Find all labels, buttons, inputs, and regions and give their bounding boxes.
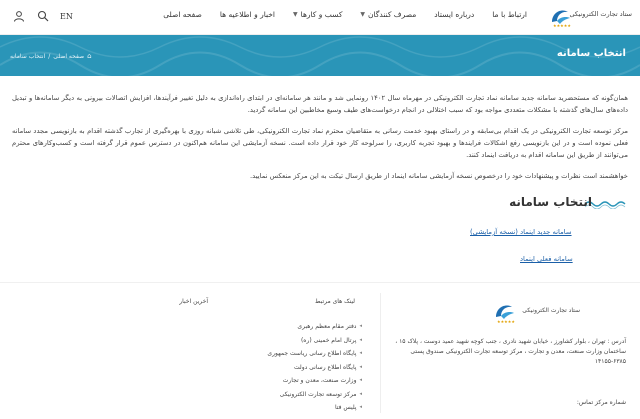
main-nav bbox=[154, 10, 536, 19]
related-link-label: پرتال امام خمینی (ره) bbox=[300, 336, 357, 344]
nav-about[interactable] bbox=[425, 10, 483, 19]
nav-news-label: اخبار و اطلاعیه ها bbox=[219, 10, 276, 19]
footer-address: آدرس : تهران ، بلوار کشاورز ، خیابان شهید نادری ، جنب کوچه شهید عمید دوست ، پلاک ۱۵ ، ساختمان وزارت صنعت، معدن و تجارت ، مرکز توسعه تجارت الکترونیکی صندوق پستی ۶۳۸۵-۱۴۱۵۵ bbox=[395, 338, 626, 365]
nav-about-label: درباره ایستاد bbox=[434, 10, 475, 19]
page-title: انتخاب سامانه bbox=[556, 48, 626, 59]
header-tools bbox=[12, 9, 73, 23]
enamad-logo-icon bbox=[492, 300, 518, 324]
related-link[interactable] bbox=[242, 361, 362, 375]
related-link[interactable] bbox=[242, 374, 362, 388]
logo-text: ستاد تجارت الکترونیکی bbox=[569, 10, 632, 18]
related-link[interactable] bbox=[242, 320, 362, 334]
related-link-label: وزارت صنعت، معدن و تجارت bbox=[282, 377, 357, 384]
related-links-list bbox=[242, 320, 362, 415]
language-switch[interactable]: EN bbox=[60, 11, 73, 21]
breadcrumb-home[interactable]: صفحه اصلی bbox=[53, 52, 85, 60]
footer-logo-text: ستاد تجارت الکترونیکی bbox=[522, 307, 580, 314]
related-link-label: پایگاه اطلاع رسانی ریاست جمهوری bbox=[267, 350, 357, 357]
section-title: انتخاب سامانه bbox=[509, 195, 592, 209]
bullet-icon: ◂ bbox=[359, 336, 362, 343]
footer-divider bbox=[380, 293, 381, 413]
related-link-label: دفتر مقام معظم رهبری bbox=[297, 323, 357, 330]
main-content bbox=[12, 92, 628, 191]
footer-logo[interactable] bbox=[490, 300, 580, 324]
current-system-link[interactable]: سامانه فعلی اینماد bbox=[520, 255, 573, 263]
nav-home[interactable] bbox=[154, 10, 211, 19]
nav-consumers[interactable] bbox=[351, 10, 425, 19]
related-link-label: پایگاه اطلاع رسانی دولت bbox=[293, 363, 357, 371]
related-link[interactable] bbox=[242, 347, 362, 361]
svg-text:★★★★★: ★★★★★ bbox=[553, 23, 571, 28]
bullet-icon: ◂ bbox=[359, 390, 362, 397]
chevron-down-icon: ▼ bbox=[293, 11, 298, 18]
related-link-label: پلیس فتا bbox=[334, 404, 357, 411]
banner-pattern bbox=[0, 35, 640, 76]
body-paragraph: مرکز توسعه تجارت الکترونیکی در یک اقدام بی‌سابقه و در راستای بهبود خدمت رسانی به متقاضیان محترم نماد تجارت الکترونیکی، طی تلاشی شبانه روزی با بهره‌گیری از تجارب گذشته اقدام به بازنویسی مجدد سامانه فعلی نموده است و در این بازنویسی رفع اشکالات فرایندها و بهبود تجربه کاربری، را سرلوحه کار خود قرار داده است. نسخه آزمایشی این سامانه هم‌اکنون در دسترس عموم قرار گرفته است و کسب‌وکارهای محترم می‌توانند از طریق این سامانه اقدام به دریافت اینماد کنند. bbox=[12, 127, 628, 159]
related-link[interactable] bbox=[242, 401, 362, 415]
latest-news-title: آخرین اخبار bbox=[179, 298, 208, 305]
user-icon[interactable] bbox=[12, 9, 26, 23]
nav-business[interactable] bbox=[284, 10, 351, 19]
bullet-icon: ◂ bbox=[359, 377, 362, 383]
nav-contact-label: ارتباط با ما bbox=[492, 10, 527, 19]
call-center-label: شماره مرکز تماس: bbox=[576, 399, 626, 406]
bullet-icon: ◂ bbox=[359, 363, 362, 370]
nav-news[interactable] bbox=[211, 10, 284, 19]
nav-consumers-label: مصرف کنندگان bbox=[368, 10, 417, 19]
page-banner bbox=[0, 35, 640, 76]
breadcrumb bbox=[10, 52, 92, 60]
nav-home-label: صفحه اصلی bbox=[163, 10, 202, 19]
site-footer bbox=[0, 282, 640, 419]
request-paragraph: خواهشمند است نظرات و پیشنهادات خود را درخصوص نسخه آزمایشی سامانه اینماد از طریق ارسال تیکت به این مرکز منعکس نمایید. bbox=[250, 172, 628, 180]
new-system-link[interactable]: سامانه جدید اینماد (نسخه آزمایشی) bbox=[470, 228, 572, 236]
breadcrumb-separator: / bbox=[48, 52, 51, 60]
related-link-label: مرکز توسعه تجارت الکترونیکی bbox=[279, 390, 357, 398]
bullet-icon: ◂ bbox=[359, 350, 362, 356]
related-link[interactable] bbox=[242, 388, 362, 402]
search-icon[interactable] bbox=[36, 9, 50, 23]
home-icon[interactable]: ⌂ bbox=[87, 52, 92, 60]
svg-text:★★★★★: ★★★★★ bbox=[497, 319, 515, 324]
related-link[interactable] bbox=[242, 334, 362, 348]
nav-business-label: کسب و کارها bbox=[300, 10, 343, 19]
bullet-icon: ◂ bbox=[359, 404, 362, 410]
related-links-title: لینک های مرتبط bbox=[314, 298, 355, 305]
site-header bbox=[0, 0, 640, 35]
nav-contact[interactable] bbox=[483, 10, 536, 19]
site-logo[interactable] bbox=[546, 6, 632, 28]
breadcrumb-current: انتخاب سامانه bbox=[10, 52, 46, 60]
bullet-icon: ◂ bbox=[359, 323, 362, 329]
chevron-down-icon: ▼ bbox=[360, 11, 366, 18]
intro-paragraph: همان‌گونه که مستحضرید سامانه جدید سامانه نماد تجارت الکترونیکی در مهرماه سال ۱۴۰۲ رونمایی شد و مانند هر سامانه‌ای در ابتدای راه‌اندازی به دلیل تغییر فرآیندها، افزایش اتصالات بیرونی به دیگر سامانه‌ها و تبدیل داده‌های سال‌های گذشته با مشکلات متعددی مواجه بود که سبب اختلالی در انجام درخواست‌های طیف وسیع مخاطبین این سامانه گردید. bbox=[12, 94, 628, 114]
